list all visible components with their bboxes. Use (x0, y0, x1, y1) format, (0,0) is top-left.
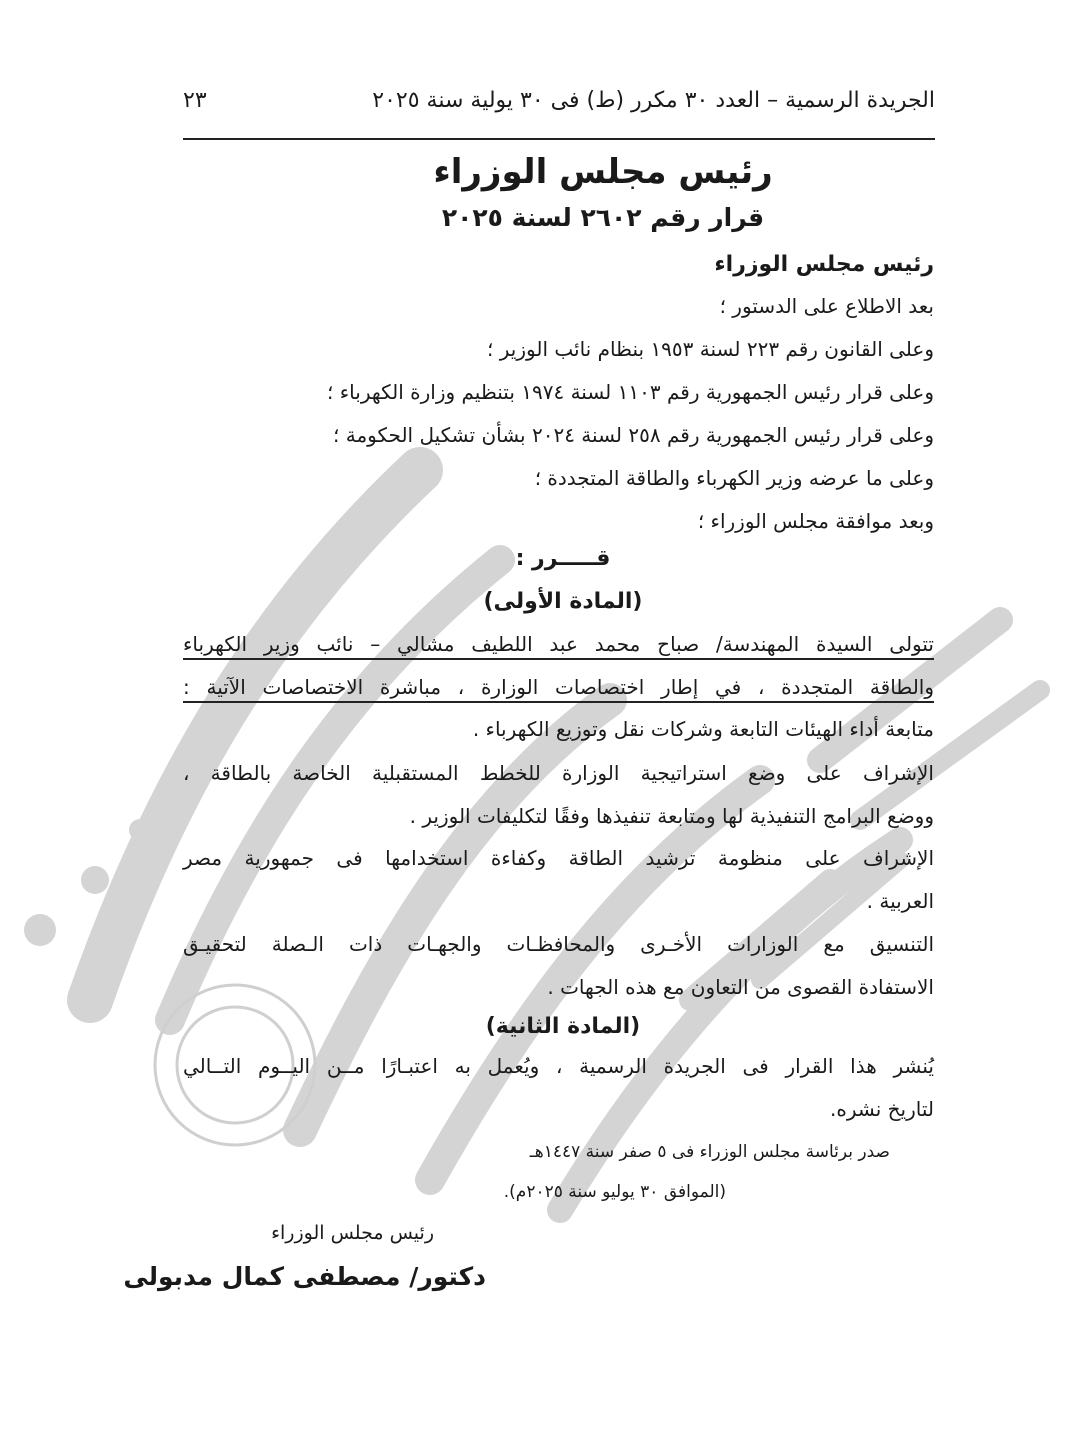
signature-role: رئيس مجلس الوزراء (271, 1222, 434, 1244)
preamble-line: بعد الاطلاع على الدستور ؛ (719, 294, 934, 318)
issued-date-gregorian: (الموافق ٣٠ يوليو سنة ٢٠٢٥م). (503, 1182, 726, 1202)
preamble-line: وبعد موافقة مجلس الوزراء ؛ (697, 509, 934, 533)
page-header (183, 88, 935, 118)
article-1-intro-line: تتولى السيدة المهندسة/ صباح محمد عبد اللطيف مشالي – نائب وزير الكهرباء (183, 632, 934, 656)
header-divider (183, 138, 935, 140)
article-1-item-cont: ووضع البرامج التنفيذية لها ومتابعة تنفيذها وفقًا لتكليفات الوزير . (409, 804, 934, 828)
article-1-item: التنسيق مع الوزارات الأخـرى والمحافظـات والجهـات ذات الـصلة لتحقيـق (183, 932, 934, 956)
decision-number: قرار رقم ٢٦٠٢ لسنة ٢٠٢٥ (441, 203, 765, 232)
article-1-item: متابعة أداء الهيئات التابعة وشركات نقل وتوزيع الكهرباء . (472, 717, 934, 741)
article-1-item: الإشراف على وضع استراتيجية الوزارة للخطط المستقبلية الخاصة بالطاقة ، (183, 761, 934, 785)
preamble-line: وعلى قرار رئيس الجمهورية رقم ٢٥٨ لسنة ٢٠٢٤ بشأن تشكيل الحكومة ؛ (333, 423, 934, 447)
page-number: ٢٣ (183, 88, 207, 113)
decided-heading: قـــــرر : (515, 546, 611, 571)
issuer-heading: رئيس مجلس الوزراء (714, 252, 934, 277)
preamble-line: وعلى ما عرضه وزير الكهرباء والطاقة المتجددة ؛ (534, 466, 934, 490)
article-2-text: يُنشر هذا القرار فى الجريدة الرسمية ، ويُعمل به اعتبـارًا مــن اليــوم التــالي (183, 1054, 934, 1078)
signature-name: دكتور/ مصطفى كمال مدبولى (123, 1262, 486, 1291)
article-1-item: الإشراف على منظومة ترشيد الطاقة وكفاءة استخدامها فى جمهورية مصر (183, 846, 934, 870)
article-1-intro-line: والطاقة المتجددة ، في إطار اختصاصات الوزارة ، مباشرة الاختصاصات الآتية : (183, 675, 934, 699)
article-1-item-cont: العربية . (866, 889, 934, 913)
article-2-heading: (المادة الثانية) (485, 1014, 641, 1039)
document-title: رئيس مجلس الوزراء (433, 152, 773, 192)
running-title: الجريدة الرسمية – العدد ٣٠ مكرر (ط) فى ٣٠ يولية سنة ٢٠٢٥ (372, 88, 935, 113)
preamble-line: وعلى قرار رئيس الجمهورية رقم ١١٠٣ لسنة ١٩٧٤ بتنظيم وزارة الكهرباء ؛ (327, 380, 934, 404)
preamble-line: وعلى القانون رقم ٢٢٣ لسنة ١٩٥٣ بنظام نائب الوزير ؛ (487, 337, 934, 361)
issued-date-hijri: صدر برئاسة مجلس الوزراء فى ٥ صفر سنة ١٤٤٧هـ (529, 1142, 890, 1162)
article-1-item-cont: الاستفادة القصوى من التعاون مع هذه الجهات . (547, 975, 934, 999)
article-2-text-cont: لتاريخ نشره. (830, 1097, 934, 1121)
article-1-heading: (المادة الأولى) (483, 589, 643, 614)
